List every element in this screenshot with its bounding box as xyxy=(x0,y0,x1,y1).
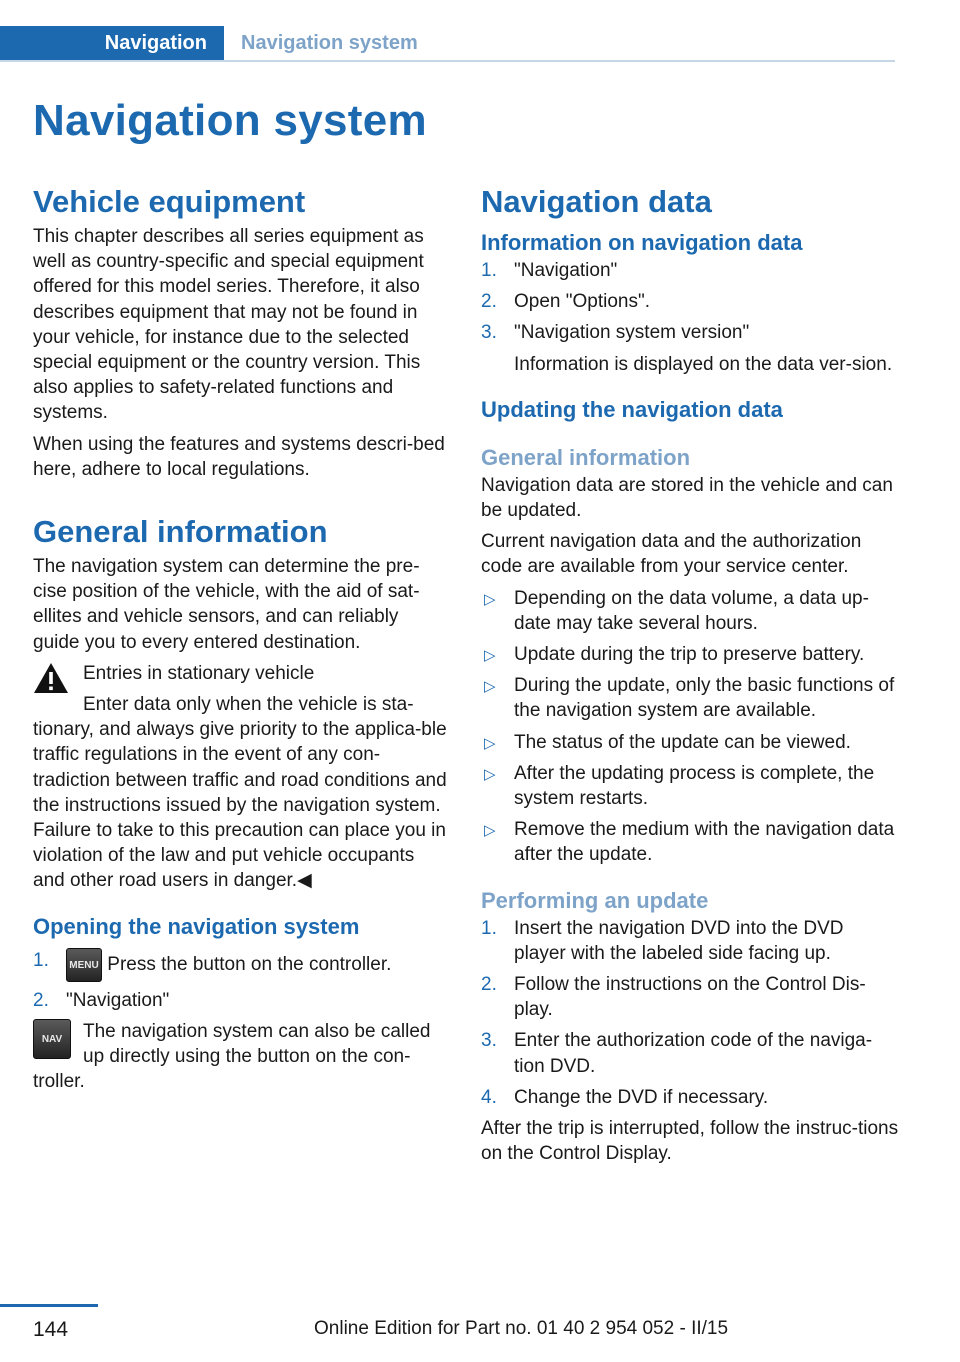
list-item xyxy=(481,642,899,667)
nav-note-text: troller. xyxy=(33,1071,85,1093)
step-text: Follow the instructions on the Control Dis-play. xyxy=(514,974,866,1021)
right-column xyxy=(481,180,899,1166)
bullet-text: Remove the medium with the navigation data after the update. xyxy=(514,819,895,866)
step-text: Enter the authorization code of the naviga-tion DVD. xyxy=(514,1030,873,1077)
updating-navigation-data-heading: Updating the navigation data xyxy=(481,396,783,422)
list-item xyxy=(481,761,899,811)
step-number: 1. xyxy=(481,260,497,281)
list-item xyxy=(481,586,899,636)
header-divider xyxy=(0,60,895,62)
list-item xyxy=(481,320,899,345)
nav-button-icon: NAV xyxy=(33,1019,71,1059)
step-number: 2. xyxy=(481,974,497,996)
chapter-tab-navigation[interactable]: Navigation xyxy=(0,26,224,60)
information-navigation-data-heading: Information on navigation data xyxy=(481,230,803,255)
performing-update-heading: Performing an update xyxy=(481,887,709,913)
list-item xyxy=(481,673,899,723)
step-number: 4. xyxy=(481,1086,497,1108)
step-text: Change the DVD if necessary. xyxy=(514,1086,769,1108)
chapter-header xyxy=(0,26,895,62)
triangle-bullet-icon: ▷ xyxy=(484,734,496,752)
bullet-text: Depending on the data volume, a data up-date may take several hours. xyxy=(514,587,869,634)
bullet-text: Update during the trip to preserve battery. xyxy=(514,644,865,666)
triangle-bullet-icon: ▷ xyxy=(484,590,496,608)
list-item xyxy=(33,948,448,982)
nav-note-block xyxy=(33,1019,448,1095)
bullet-text: During the update, only the basic functions of the navigation system are available. xyxy=(514,675,895,722)
vehicle-equipment-paragraph: This chapter describes all series equipment as well as country-specific and special equipment offered for this model series. Therefore, it also describes equipment that may not be found in your vehicle, for instance due to the selected special equipment or the country version. This also applies to safety-related functions and systems. xyxy=(33,226,424,424)
warning-block xyxy=(33,661,448,894)
info-steps-list xyxy=(481,258,899,346)
triangle-bullet-icon: ▷ xyxy=(484,765,496,783)
list-item xyxy=(481,817,899,867)
triangle-bullet-icon: ▷ xyxy=(484,822,496,840)
update-notes-list xyxy=(481,586,899,868)
edition-note: Online Edition for Part no. 01 40 2 954 052 - II/15 xyxy=(314,1318,729,1339)
step-text: "Navigation" xyxy=(66,989,170,1011)
bullet-text: After the updating process is complete, the system restarts. xyxy=(514,762,875,810)
opening-navigation-heading: Opening the navigation system xyxy=(33,913,360,939)
step-number: 1. xyxy=(33,949,49,971)
performing-steps-list xyxy=(481,916,899,1110)
step-text: "Navigation" xyxy=(514,260,618,281)
list-item xyxy=(481,730,899,755)
footer-divider xyxy=(0,1304,98,1307)
step-number: 3. xyxy=(481,1030,497,1052)
opening-steps-list xyxy=(33,948,448,1013)
list-item xyxy=(481,916,899,966)
warning-text-first: Enter data only when the vehicle is sta- xyxy=(83,694,414,716)
step-number: 1. xyxy=(481,917,497,939)
list-item xyxy=(481,289,899,314)
step-number: 3. xyxy=(481,322,497,344)
step-number: 2. xyxy=(33,989,49,1011)
general-info-subheading: General information xyxy=(481,444,691,470)
left-column xyxy=(33,180,448,1094)
triangle-bullet-icon: ▷ xyxy=(484,678,496,696)
general-info-sub-paragraph-2: Current navigation data and the authorization code are available from your service center. xyxy=(481,531,862,578)
menu-button-icon: MENU xyxy=(66,948,102,982)
step-number: 2. xyxy=(481,291,497,313)
page-number: 144 xyxy=(33,1318,69,1341)
info-note: Information is displayed on the data ver-sion. xyxy=(514,353,893,375)
general-information-heading: General information xyxy=(33,514,328,550)
vehicle-equipment-heading: Vehicle equipment xyxy=(33,184,306,219)
bullet-text: The status of the update can be viewed. xyxy=(514,731,851,753)
triangle-bullet-icon: ▷ xyxy=(484,647,496,665)
nav-note-text-first: The navigation system can also be called up directly using the button on the con- xyxy=(83,1020,431,1068)
navigation-data-heading: Navigation data xyxy=(481,184,712,219)
closing-paragraph: After the trip is interrupted, follow the instruc-tions on the Control Display. xyxy=(481,1118,899,1165)
step-text: Insert the navigation DVD into the DVD player with the labeled side facing up. xyxy=(514,917,844,964)
warning-title: Entries in stationary vehicle xyxy=(83,662,315,684)
step-text: Open "Options". xyxy=(514,291,651,313)
page-title: Navigation system xyxy=(33,96,427,145)
list-item xyxy=(481,1085,899,1110)
section-tab-navigation-system[interactable]: Navigation system xyxy=(241,31,418,54)
list-item xyxy=(481,1028,899,1078)
local-regulations-paragraph: When using the features and systems descri-bed here, adhere to local regulations. xyxy=(33,433,445,480)
general-info-sub-paragraph-1: Navigation data are stored in the vehicle and can be updated. xyxy=(481,474,893,522)
step-text: "Navigation system version" xyxy=(514,322,750,344)
step-text: Press the button on the controller. xyxy=(102,953,392,975)
general-information-paragraph: The navigation system can determine the pre-cise position of the vehicle, with the aid of sat-ellites and vehicle sensors, and can reliably guide you to every entered destination. xyxy=(33,556,420,653)
warning-text: tionary, and always give priority to the applica-ble traffic regulations in the event of any con-tradiction between traffic and road conditions and the instructions issued by the navigation system. Failure to take to this precaution can place you in violation of the law and put vehicle occupants and other road users in danger.◀ xyxy=(33,719,447,892)
list-item xyxy=(481,258,899,283)
list-item xyxy=(33,988,448,1013)
list-item xyxy=(481,972,899,1022)
warning-icon xyxy=(33,661,69,695)
